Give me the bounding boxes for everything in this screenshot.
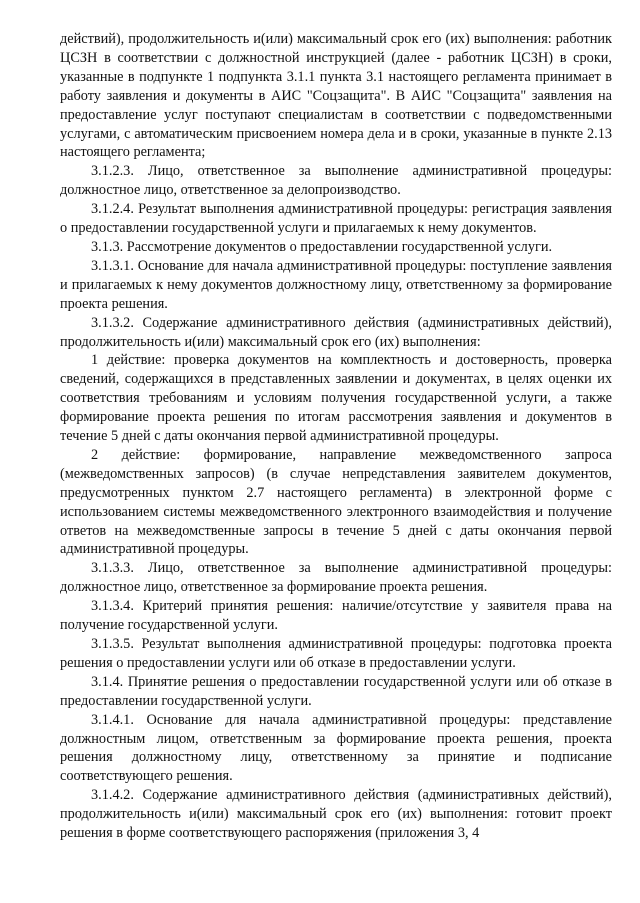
document-page	[60, 30, 612, 843]
paragraph-3-1-4: 3.1.4. Принятие решения о предоставлении государственной услуги или об отказе в предоставлении государственной услуги.	[60, 673, 612, 709]
paragraph-3-1-2-3: 3.1.2.3. Лицо, ответственное за выполнение административной процедуры: должностное лицо, ответственное за делопроизводство.	[60, 163, 612, 199]
paragraph-3-1-4-2: 3.1.4.2. Содержание административного действия (административных действий), продолжительность и(или) максимальный срок его (их) выполнения: готовит проект решения в форме соответствующего распоряжения (приложения 3, 4	[60, 787, 612, 842]
paragraph-3-1-3-2: 3.1.3.2. Содержание административного действия (административных действий), продолжительность и(или) максимальный срок его (их) выполнения:	[60, 314, 612, 350]
paragraph-action-1: 1 действие: проверка документов на комплектность и достоверность, проверка сведений, содержащихся в представленных заявлении и документах, в целях оценки их соответствия требованиям и условиям получения государственной услуги, а также формирование проекта решения по итогам рассмотрения заявления и документов в течение 5 дней с даты окончания первой административной процедуры.	[60, 352, 612, 445]
paragraph-3-1-3-3: 3.1.3.3. Лицо, ответственное за выполнение административной процедуры: должностное лицо, ответственное за формирование проекта решения.	[60, 560, 612, 596]
paragraph-3-1-4-1: 3.1.4.1. Основание для начала административной процедуры: представление должностным лицом, ответственным за формирование проекта решения, проекта решения должностному лицу, ответственному за принятие и подписание соответствующего решения.	[60, 711, 612, 785]
paragraph-3-1-3: 3.1.3. Рассмотрение документов о предоставлении государственной услуги.	[91, 238, 553, 255]
paragraph-3-1-2-4: 3.1.2.4. Результат выполнения административной процедуры: регистрация заявления о предоставлении государственной услуги и прилагаемых к нему документов.	[60, 201, 612, 237]
paragraph-3-1-3-1: 3.1.3.1. Основание для начала административной процедуры: поступление заявления и прилагаемых к нему документов должностному лицу, ответственному за формирование проекта решения.	[60, 257, 612, 312]
paragraph-3-1-3-5: 3.1.3.5. Результат выполнения административной процедуры: подготовка проекта решения о предоставлении услуги или об отказе в предоставлении услуги.	[60, 636, 612, 671]
paragraph-3-1-3-4: 3.1.3.4. Критерий принятия решения: наличие/отсутствие у заявителя права на получение государственной услуги.	[60, 598, 612, 634]
paragraph-action-2: 2 действие: формирование, направление межведомственного запроса (межведомственных запросов) (в случае непредставления заявителем документов, предусмотренных пунктом 2.7 настоящего регламента) в электронной форме с использованием системы межведомственного электронного взаимодействия и получение ответов на межведомственные запросы в течение 5 дней с даты окончания первой административной процедуры.	[60, 446, 612, 558]
paragraph-continued: действий), продолжительность и(или) максимальный срок его (их) выполнения: работник ЦСЗН в соответствии с должностной инструкцией (далее - работник ЦСЗН) в сроки, указанные в подпункте 1 подпункта 3.1.1 пункта 3.1 настоящего регламента принимает в работу заявления и документы в АИС "Соцзащита". В АИС "Соцзащита" заявления на предоставление услуг поступают специалистам в соответствии с подведомственными услугами, с автоматическим присвоением номера дела и в сроки, указанные в пункте 2.13 настоящего регламента;	[60, 31, 612, 161]
